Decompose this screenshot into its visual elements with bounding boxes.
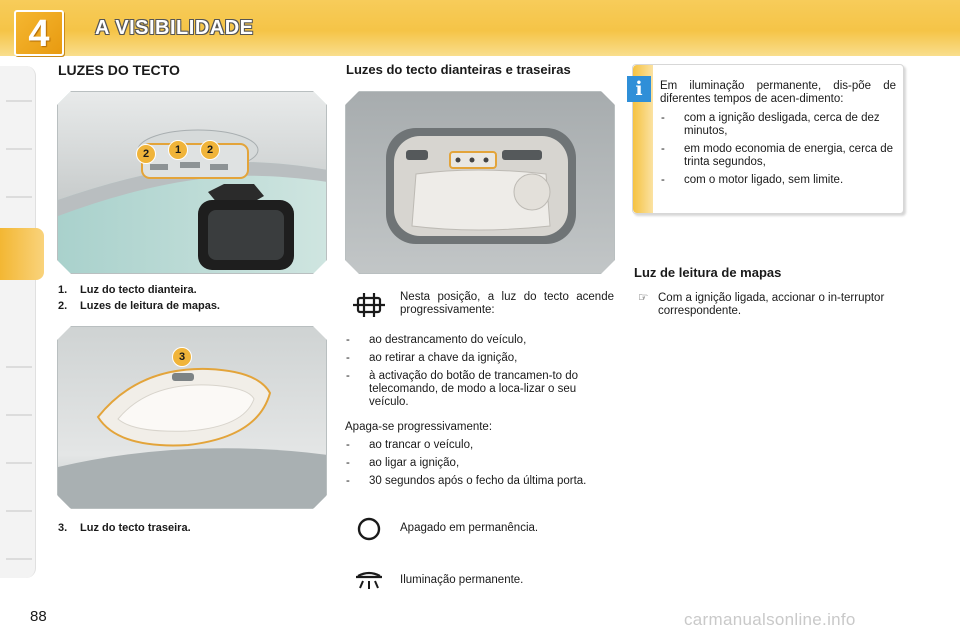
info-intro: Em iluminação permanente, dis-põe de diferentes tempos de acen-dimento: [660, 80, 896, 105]
legend-item: 2. Luzes de leitura de mapas. [58, 300, 220, 312]
chapter-title: A VISIBILIDADE [95, 17, 254, 39]
off-row [356, 516, 616, 544]
lights-on-list [345, 334, 617, 414]
chapter-tab[interactable] [6, 462, 32, 464]
fades-title: Apaga-se progressivamente: [345, 421, 493, 433]
page-number: 88 [30, 608, 47, 625]
list-item: - ao trancar o veículo, [345, 439, 617, 452]
door-mode-row [352, 291, 616, 319]
list-item: - ao retirar a chave da ignição, [345, 352, 617, 365]
chapter-tab[interactable] [6, 414, 32, 416]
watermark: carmanualsonline.info [684, 610, 856, 629]
chapter-number: 4 [28, 13, 50, 55]
info-icon: i [627, 76, 651, 102]
legend-top [58, 282, 220, 314]
chapter-tab[interactable] [6, 100, 32, 102]
info-text [660, 80, 896, 192]
legend-item: 1. Luz do tecto dianteira. [58, 284, 197, 296]
list-item: - à activação do botão de trancamen-to do telecomando, de modo a loca-lizar o seu veículo. [345, 370, 617, 409]
section-title: LUZES DO TECTO [58, 62, 180, 78]
legend-item: 3. Luz do tecto traseira. [58, 522, 191, 534]
roof-light-closeup-photo [345, 91, 615, 274]
list-item: - ao destrancamento do veículo, [345, 334, 617, 347]
list-item: - com a ignição desligada, cerca de dez minutos, [660, 112, 896, 138]
chapter-tab[interactable] [6, 148, 32, 150]
front-roof-light-photo [57, 91, 327, 274]
chapter-tab[interactable] [6, 196, 32, 198]
permanent-text: Iluminação permanente. [400, 574, 524, 586]
chapter-tab[interactable] [6, 510, 32, 512]
photo1-callout: 2 [136, 144, 156, 164]
rear-roof-light-photo [57, 326, 327, 509]
pointing-hand-icon: ☞ [638, 292, 649, 304]
door-mode-text: Nesta posição, a luz do tecto acende progressivamente: [400, 291, 614, 316]
off-text: Apagado em permanência. [400, 522, 539, 534]
list-item: - ao ligar a ignição, [345, 457, 617, 470]
subsection-title: Luzes do tecto dianteiras e traseiras [346, 62, 571, 77]
photo1-callout: 1 [168, 140, 188, 160]
permanent-light-icon[interactable] [352, 568, 392, 596]
chapter-tab-strip [0, 66, 36, 578]
legend-bottom [58, 520, 191, 536]
list-item: - 30 segundos após o fecho da última porta. [345, 475, 617, 488]
permanent-row [352, 568, 616, 596]
photo2-callout: 3 [172, 347, 192, 367]
list-item: - com o motor ligado, sem limite. [660, 174, 896, 187]
fades-block [345, 421, 617, 493]
door-switch-icon[interactable] [352, 291, 392, 319]
list-item: - em modo economia de energia, cerca de trinta segundos, [660, 143, 896, 169]
photo1-callout: 2 [200, 140, 220, 160]
chapter-tab-active[interactable] [0, 228, 44, 280]
map-light-instruction: ☞ Com a ignição ligada, accionar o in-terruptor correspondente. [638, 292, 885, 317]
off-circle-icon[interactable] [356, 516, 396, 544]
chapter-badge [14, 10, 64, 56]
chapter-tab[interactable] [6, 558, 32, 560]
chapter-tab[interactable] [6, 366, 32, 368]
map-light-heading: Luz de leitura de mapas [634, 265, 782, 280]
